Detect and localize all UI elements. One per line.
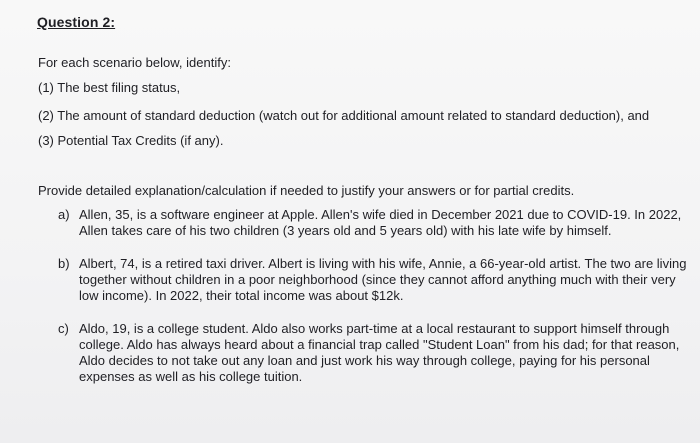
requirement-1: (1) The best filing status,: [38, 80, 181, 95]
instruction-text: Provide detailed explanation/calculation if needed to justify your answers or for partial credits.: [38, 183, 575, 198]
scenario-a: [58, 207, 688, 239]
scenario-b-text: Albert, 74, is a retired taxi driver. Albert is living with his wife, Annie, a 66-year-old artist. The two are living together without children in a poor neighborhood (since they cannot afford anything much with their very low income). In 2022, their total income was about $12k.: [79, 256, 687, 303]
question-title: Question 2:: [37, 14, 116, 30]
scenario-c-text: Aldo, 19, is a college student. Aldo also works part-time at a local restaurant to support himself through college. Aldo has always heard about a financial trap called "Student Loan" from his dad; for that reason, Aldo decides to not take out any loan and just work his way through college, paying for his personal expenses as well as his college tuition.: [79, 321, 680, 384]
scenario-c-label: c): [58, 321, 69, 336]
requirement-2: (2) The amount of standard deduction (watch out for additional amount related to standard deduction), and: [38, 108, 650, 123]
scenario-b: [58, 256, 688, 304]
scenario-b-label: b): [58, 256, 70, 271]
question-intro: For each scenario below, identify:: [38, 55, 231, 70]
scenario-a-label: a): [58, 207, 70, 222]
scenario-a-text: Allen, 35, is a software engineer at Apple. Allen's wife died in December 2021 due to COVID-19. In 2022, Allen takes care of his two children (3 years old and 5 years old) with his late wife by himself.: [79, 207, 682, 238]
scenario-c: [58, 321, 688, 385]
requirement-3: (3) Potential Tax Credits (if any).: [38, 133, 224, 148]
